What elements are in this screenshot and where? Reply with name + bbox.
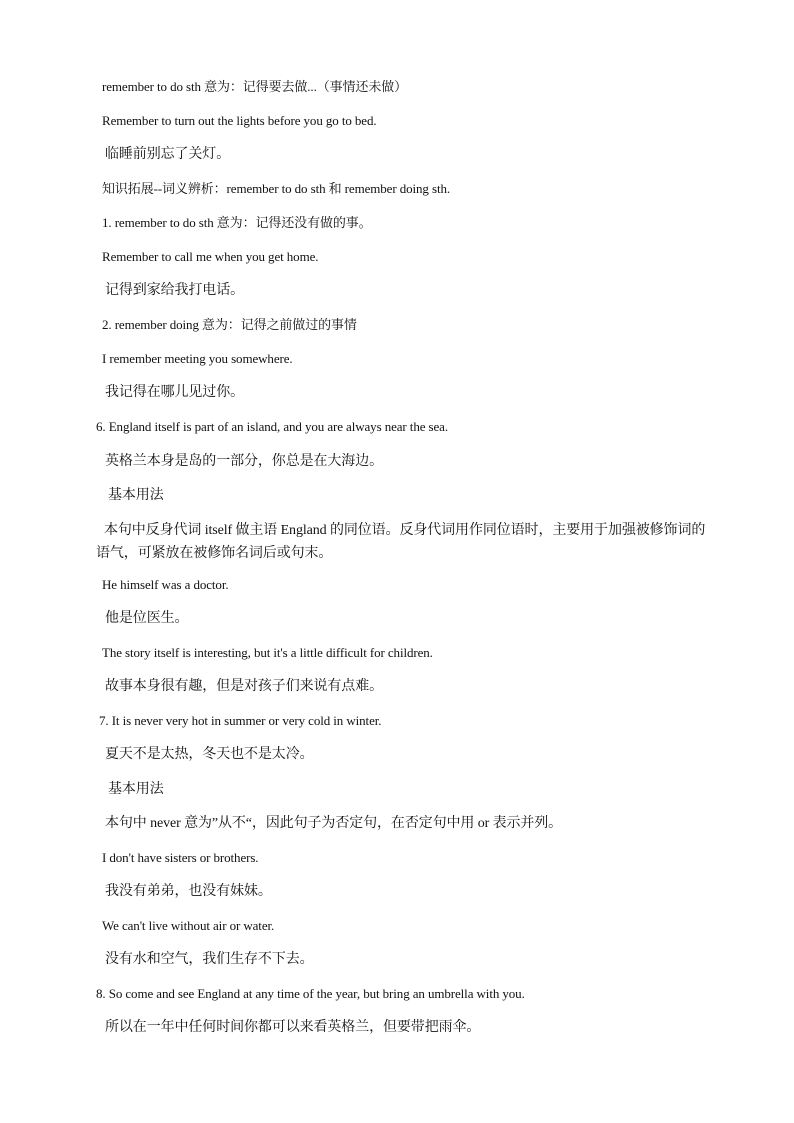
text-line: The story itself is interesting, but it's a little difficult for children. [102,645,433,660]
text-line: 1. remember to do sth 意为：记得还没有做的事。 [102,215,372,230]
text-line: 故事本身很有趣，但是对孩子们来说有点难。 [105,679,383,694]
text-line: I don't have sisters or brothers. [102,850,259,865]
text-line: 8. So come and see England at any time of the year, but bring an umbrella with you. [96,986,525,1001]
text-line: 没有水和空气，我们生存不下去。 [105,952,314,967]
text-line: Remember to call me when you get home. [102,249,319,264]
text-line: 临睡前别忘了关灯。 [105,147,231,162]
text-line: 他是位医生。 [105,611,189,626]
text-line: 2. remember doing 意为：记得之前做过的事情 [102,317,357,332]
text-line: He himself was a doctor. [102,577,229,592]
text-line: Remember to turn out the lights before you go to bed. [102,113,377,128]
text-line: 记得到家给我打电话。 [105,283,244,298]
text-line: 所以在一年中任何时间你都可以来看英格兰，但要带把雨伞。 [105,1020,481,1035]
text-line: 本句中 never 意为”从不“，因此句子为否定句，在否定句中用 or 表示并列。 [105,816,563,831]
text-line: 6. England itself is part of an island, and you are always near the sea. [96,419,448,434]
text-line: remember to do sth 意为：记得要去做...（事情还未做） [102,79,408,94]
text-line: 英格兰本身是岛的一部分，你总是在大海边。 [105,454,383,469]
text-line: 我记得在哪儿见过你。 [105,385,244,400]
text-line: 我没有弟弟，也没有妹妹。 [105,884,272,899]
section-heading: 基本用法 [108,488,164,503]
text-line: 知识拓展--词义辨析：remember to do sth 和 remember doing sth. [102,181,451,196]
text-line: 夏天不是太热，冬天也不是太冷。 [105,747,314,762]
section-heading: 基本用法 [108,782,164,797]
paragraph: 本句中反身代词 itself 做主语 England 的同位语。反身代词用作同位语时，主要用于加强被修饰词的 语气，可紧放在被修饰名词后或句末。 [96,523,706,561]
text-line: 7. It is never very hot in summer or very cold in winter. [99,713,382,728]
text-line: I remember meeting you somewhere. [102,351,293,366]
text-line: We can't live without air or water. [102,918,275,933]
